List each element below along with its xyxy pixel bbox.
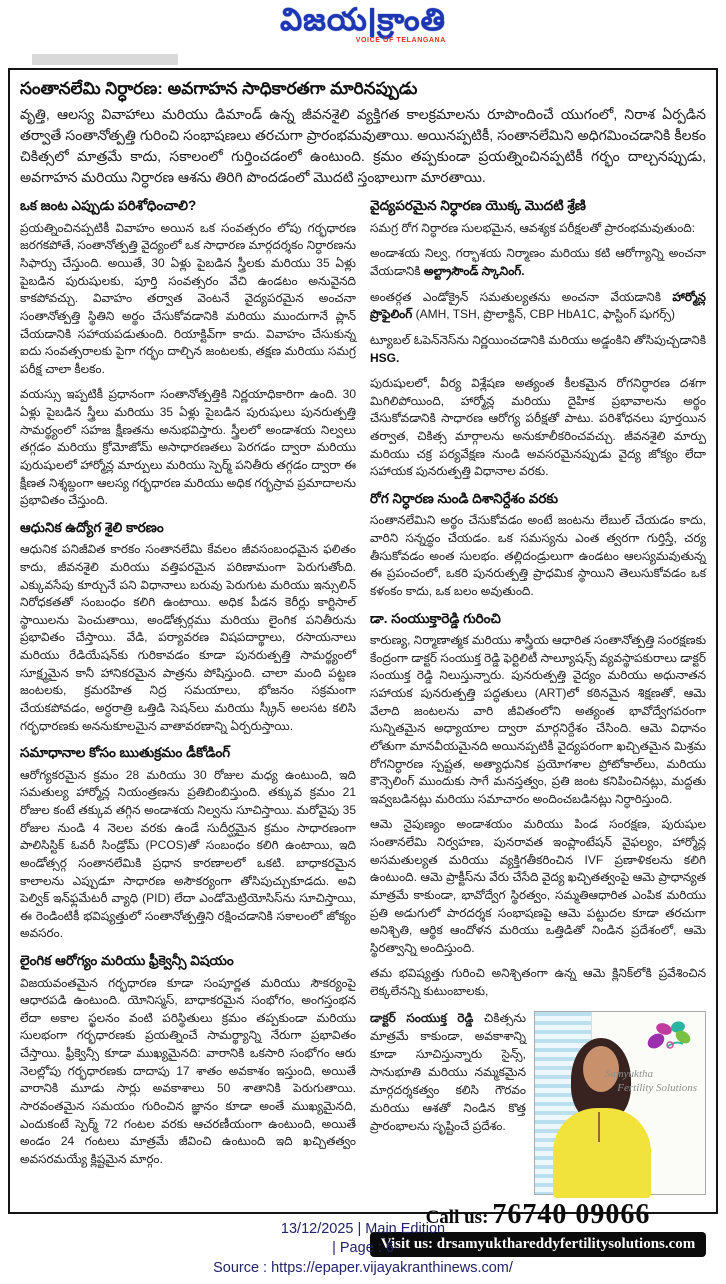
article-headline: సంతానలేమి నిర్ధారణ: అవగాహన సాధికారతగా మారినప్పుడు [20,79,418,98]
newspaper-logo: విజయ|క్రాంతి [280,2,446,37]
call-us-label: Call us: [425,1206,489,1228]
doctor-photo [534,1011,706,1195]
paragraph-test-item [370,289,706,324]
paragraph: తమ భవిష్యత్తు గురించి అనిశ్చితంగా ఉన్న ఆమె క్లినిక్‌లోకి ప్రవేశించిన లెక్కలేనన్ని కుటుంబాలకు, [370,966,706,999]
test-item-bold: అల్ట్రాసౌండ్ స్కానింగ్. [423,264,525,279]
paragraph-test-item [370,332,706,367]
epaper-page [0,4,726,1284]
footer-source-url: Source : https://epaper.vijayakranthinews.com/ [213,1259,513,1276]
paragraph: ఆమె నైపుణ్యం అండాశయం మరియు పిండ సంరక్షణ, పురుషుల సంతానలేమి నిర్వహణ, పునరావత ఇంప్లాంటేషన్ వైఫల్యం, హార్మోన్ల అసమతుల్యత మరియు వ్యక్తిగతీకరించిన IVF ప్రణాళికలను కలిగి ఉంటుంది. ఆమె ప్రాక్టీస్‌ను వేరు చేసేది వైద్య ఖచ్చితత్వంపై ఆమె ప్రాధాన్యత మాత్రమే కాకుండా, భావోద్వేగ స్థిరత్వం, సమ్మతిఆధారిత ఎంపిక మరియు ప్రతి అడుగులో పారదర్శక సంభాషణపై ఆమె పట్టుదల కూడా తరచుగా అనిశ్చితి, ఆర్థిక ఆందోళన మరియు ఒత్తిడితో నిండిన ప్రదేశంలో, ఆమె స్థిరత్వాన్ని అందిస్తుంది. [370,817,706,955]
redacted-date-bar [32,54,178,65]
doctor-name-bold: డాక్టర్ సంయుక్త రెడ్డి [370,1010,474,1025]
page-footer [0,1220,726,1278]
paragraph: వయస్సు ఇప్పటికీ ప్రధానంగా సంతానోత్పత్తికి నిర్ణయాధికారిగా ఉంది. 30 ఏళ్లు పైబడిన స్త్రీలు మరియు 35 ఏళ్లు పైబడిన పురుషులు పునరుత్పత్తి సామర్థ్యంలో సహజ క్షీణతను అనుభవిస్తారు. స్త్రీలలో అండాశయ నిల్వలు తగ్గడం మరియు క్రోమోజోమ్ అసాధారణతలు పెరగడం ద్వారా మరియు పురుషులలో హార్మోన్ల మార్పులు మరియు స్పెర్మ్ పనితీరు తగ్గడం ద్వారా ఈ క్షీణత నిశ్శబ్దంగా ఆలస్య గర్భధారణ మరియు అధిక గర్భస్రావ ప్రమాదాలను ప్రభావితం చేస్తుంది. [20,387,356,508]
paragraph-test-item [370,245,706,280]
masthead [280,4,446,44]
right-column [370,195,706,1256]
section-heading: ఒక జంట ఎప్పుడు పరిశోధించాలి? [20,198,197,214]
doctor-necklace [598,1112,608,1142]
paragraph: కారుణ్య, నిర్మాణాత్మక మరియు శాస్త్రీయ ఆధారిత సంతానోత్పత్తి సంరక్షణకు కేంద్రంగా డాక్టర్ సంయుక్త రెడ్డి ఫెర్టిలిటీ సాల్యూషన్స్ వ్యవస్థాపకురాలు డాక్టర్ సంయుక్త రెడ్డి నిలుస్తున్నారు. పునరుత్పత్తి వైద్యం మరియు అధునాతన సహాయక పునరుత్పత్తి పద్ధతులు (ART)లో కఠినమైన శిక్షణతో, ఆమె వేలాది జంటలను వారి జీవితంలోని అత్యంత భావోద్వేగపరంగా సున్నితమైన అధ్యాయాల ద్వారా మార్గనిర్దేశం చేసింది. ఆమె విధానం లోతుగా మానవీయమైనది అయినప్పటికీ వైద్యపరంగా ఖచ్చితమైన మిశ్రమ రోగనిర్ధారణ స్పష్టత, అత్యాధునిక ప్రయోగశాల ప్రోటోకాల్‌లు, మరియు కౌన్సెలింగ్ ముందుకు సాగే మనస్తత్వం, ప్రతి జంట కనిపించినట్లు, మద్దతు ఇవ్వబడినట్లు మరియు సమాచారం అందించబడినట్లు నిర్ధారిస్తుంది. [370,633,706,806]
paragraph: ఆరోగ్యకరమైన క్రమం 28 మరియు 30 రోజుల మధ్య ఉంటుంది, ఇది సమతుల్య హార్మోన్ల నియంత్రణను ప్రతిబింబిస్తుంది. తక్కువ క్రమం 21 రోజుల కంటే తక్కువ తగ్గిన అండాశయ నిల్వను సూచిస్తాయి. మరోవైపు 35 రోజుల నుండి 4 నెలల వరకు ఉండే సుదీర్ఘమైన క్రమం సాధారణంగా పాలిసిస్టిక్ ఓవరీ సిండ్రోమ్ (PCOS)తో సంబంధం కలిగి ఉంటాయి, ఇది అండోత్సర్గ సంతానలేమికి ప్రధాన కారణాలలో ఒకటి. బాధాకరమైన కాలాలను ఎప్పుడూ సాధారణ అసౌకర్యంగా తోసిపుచ్చుకూడదు. అవి పెల్విక్ ఇన్‌ఫ్లమేటరీ వ్యాధి (PID) లేదా ఎండోమెట్రియోసిస్‌ను సూచిస్తాయి, ఈ రెండింటికీ భవిష్యత్తులో సంతానోత్పత్తిని రక్షించడానికి సకాలంలో జోక్యం అవసరం. [20,767,356,941]
paragraph: పురుషులలో, వీర్య విశ్లేషణ అత్యంత కీలకమైన రోగనిర్ధారణ దశగా మిగిలిపోయింది, హార్మోన్ల మరియు దైహిక ప్రభావాలను అర్థం చేసుకోవడానికి సాధారణ ఆరోగ్య పరీక్షతో పాటు. పరిశోధనలు పూర్తయిన తర్వాత, చికిత్స మార్గాలను అనుకూలీకరించవచ్చు. జీవనశైలి మార్పు మరియు చక్ర పర్యవేక్షణ నుండి అవసరమైనప్పుడు వైద్య జోక్యం లేదా సహాయక పునరుత్పత్తి విధానాల వరకు. [370,376,706,479]
paragraph: విజయవంతమైన గర్భధారణ కూడా సంపూర్ణత మరియు సౌకర్యంపై ఆధారపడి ఉంటుంది. యోనిస్మస్, బాధాకరమైన సంభోగం, అంగస్తంభన లేదా అకాల స్ఖలనం వంటి పరిస్థితులు క్రమం తప్పకుండా మరియు సులభంగా గర్భధారణకు ప్రయత్నించే సామర్థ్యాన్ని నేరుగా ప్రభావితం చేస్తాయి. ఫ్రీక్వెన్సీ కూడా ముఖ్యమైనది: వారానికి ఒకసారి సంభోగం ఆరు నెలల్లోపు గర్భధారణకు దాదాపు 17 శాతం అవకాశం ఇస్తుంది, అయితే వారానికి మూడు సార్లు అవకాశాలు 50 శాతానికి పెరుగుతాయి. సారవంతమైన సమయం గురించిన జ్ఞానం కూడా అంతే ముఖ్యమైనది, ఎందుకంటే స్పెర్మ్ 72 గంటల వరకు ఆచరణీయంగా ఉంటుంది, అయితే అండం 24 గంటలు మాత్రమే జీవించి ఉంటుంది ఇది ఖచ్చితత్వం అవసరమయ్యే క్లిష్టమైన మార్గం. [20,975,356,1166]
test-item-bold: HSG. [370,350,400,365]
phone-number: 76740 09066 [492,1198,651,1230]
section-heading: వైద్యపరమైన నిర్ధారణ యొక్క మొదటి శ్రేణి [370,198,586,214]
paragraph: ఆధునిక పనిజీవిత కారకం సంతానలేమి కేవలం జీవసంబంధమైన ఫలితం కాదు, జీవనశైలి మరియు వత్తిపరమైన పరిణామంగా పెరుగుతోంది. ఎక్కువసేపు కూర్చునే పని విధానాలు బరువు పెరుగుట మరియు ఇన్సులిన్ నిరోధకతతో సంబంధం కలిగి ఉంటాయి. అధిక పీడన కెరీర్లు కార్టిసాల్ స్థాయిలను పెంచుతాయి, అండోత్సర్గము మరియు లైంగిక పనితీరును ప్రభావితం చేస్తాయి. వేడి, పర్యావరణ విషపదార్థాలు, రసాయనాలు మరియు రేడియేషన్‌కు గురికావడం కూడా పునరుత్పత్తి సామర్థ్యంలో సూక్ష్మమైన కానీ హానికరమైన పాత్రను పోషిస్తుంది. చాలా మంది పట్టణ జంటలకు, క్రమరహిత నిద్ర సమయాలు, భోజనం సక్రమంగా చేయకపోవడం, అర్ధరాత్రి ఒత్తిడి సెషన్‌లు మరియు స్క్రీన్ అలసట కలిసి గర్భధారణకు అననుకూలమైన వాతావరణాన్ని ఏర్పరుస్తాయి. [20,542,356,733]
website-banner: Visit us: drsamyukthareddyfertilitysolutions.com [370,1232,706,1257]
section-heading: డా. సంయుక్తారెడ్డి గురించి [370,610,501,626]
paragraph: సంతానలేమిని అర్థం చేసుకోవడం అంటే జంటను లేబుల్ చేయడం కాదు, వారిని సన్నద్ధం చేయడం. ఒక సమస్యను ఎంత త్వరగా గుర్తిస్తే, చర్య తీసుకోవడం అంత సులభం. తల్లిదండ్రులుగా ఉండటం ఆలస్యమవుతున్న ఈ ప్రపంచంలో, ఒకరి పునరుత్పత్తి ప్రాధమిక స్థాయిని తెలుసుకోవడం ఒక కళంకం కాదు, ఒక బలం అవుతుంది. [370,513,706,598]
left-column [20,195,356,1256]
test-item-text: ట్యూబల్ ఓపెన్‌నెస్‌ను నిర్ణయించడానికి మరియు అడ్డంకిని తోసిపుచ్చడానికి [370,332,706,347]
article-intro: వృత్తి, ఆలస్య వివాహాలు మరియు డిమాండ్ ఉన్న జీవనశైలి వ్యక్తిగత కాలక్రమాలను రూపొందించే యుగంలో, నిరాశ ఏర్పడిన తర్వాతే సంతానోత్పత్తి గురించి సంభాషణలు తరచుగా ప్రారంభమవుతాయి. అయినప్పటికీ, సంతానలేమిని అధిగమించడానికి కీలకం చికిత్సలో మాత్రమే కాదు, సకాలంలో గుర్తించడంలో ఉంటుంది. క్రమం తప్పకుండా ప్రయత్నించినప్పటికీ గర్భం దాల్చనప్పుడు, అవగాహన మరియు నిర్ధారణ ఆశను తిరిగి పొందడంలో మొదటి స్తంభాలుగా మారతాయి. [20,106,706,186]
clinic-flower-logo-icon [643,1020,691,1058]
section-heading: రోగ నిర్ధారణ నుండి దిశానిర్దేశం వరకు [370,490,559,506]
paragraph: ప్రయత్నించినప్పటికీ వివాహం అయిన ఒక సంవత్సరం లోపు గర్భధారణ జరగకపోతే, సంతానోత్పత్తి వైద్యంలో ఒక సాధారణ మార్గదర్శకం నిర్ధారణను సిఫార్సు చేస్తుంది. అయితే, 30 ఏళ్లు పైబడిన స్త్రీలకు మరియు 35 ఏళ్లు పైబడిన పురుషులకు, పూర్తి సంవత్సరం వేచి ఉండటం అనువైనది కాకపోవచ్చు. వివాహం తర్వాత వెంటనే వైద్యపరమైన అంచనా సంతానోత్పత్తి స్థితిని అర్థం చేసుకోవడానికి మరియు ముందుగానే ప్లాన్ చేయడానికి సహాయపడుతుంది. రియాక్టివ్‌గా కాదు. వివాహం చేసుకున్న ఐదు సంవత్సరాలకు పైగా గర్భం దాల్చిన జంటలకు, తక్షణ మరియు సమగ్ర పరీక్ష చాలా కీలకం. [20,220,356,376]
footer-edition: 13/12/2025 | Main Edition [280,1221,446,1238]
test-item-bold: హార్మోన్ల ప్రొఫైలింగ్ [370,289,706,322]
article-columns [20,195,706,1256]
section-heading: ఆధునిక ఉద్యోగ శైలి కారణం [20,519,164,535]
section-heading: లైంగిక ఆరోగ్యం మరియు ఫ్రీక్వెన్సీ విషయం [20,953,234,969]
newspaper-tagline: VOICE OF TELANGANA [355,36,446,44]
test-item-text: అంతర్గత ఎండోక్రైన్ సమతుల్యతను అంచనా వేయడానికి [370,289,673,304]
footer-page-number: | Page : 6 [332,1240,394,1257]
test-item-tail: (AMH, TSH, ప్రొలాక్టిన్, CBP HbA1C, ఫాస్టింగ్ షుగర్స్) [412,307,676,322]
clinic-name-text: Samyuktha [604,1067,653,1080]
clinic-sub-text: Fertility Solutions [617,1081,697,1094]
section-heading: సమాధానాల కోసం ఋతుక్రమం డీకోడింగ్ [20,745,231,761]
paragraph: సమగ్ర రోగ నిర్ధారణ సులభమైన, ఆవశ్యక పరీక్షలతో ప్రారంభమవుతుంది: [370,220,696,235]
test-item-text: అండాశయ నిల్వ, గర్భాశయ నిర్మాణం మరియు కటి ఆరోగ్యాన్ని అంచనా వేయడానికి [370,246,706,279]
wrap-rest-text: చికిత్సను మాత్రమే కాకుండా, అవకాశాన్ని కూడా సూచిస్తున్నారు సైన్స్, సానుభూతి మరియు నమ్మకమైన మార్గదర్శకత్వం కలిసి గౌరవం మరియు ఆశతో నిండిన కొత్త ప్రారంభాలను సృష్టించే ప్రదేశం. [370,1010,526,1133]
